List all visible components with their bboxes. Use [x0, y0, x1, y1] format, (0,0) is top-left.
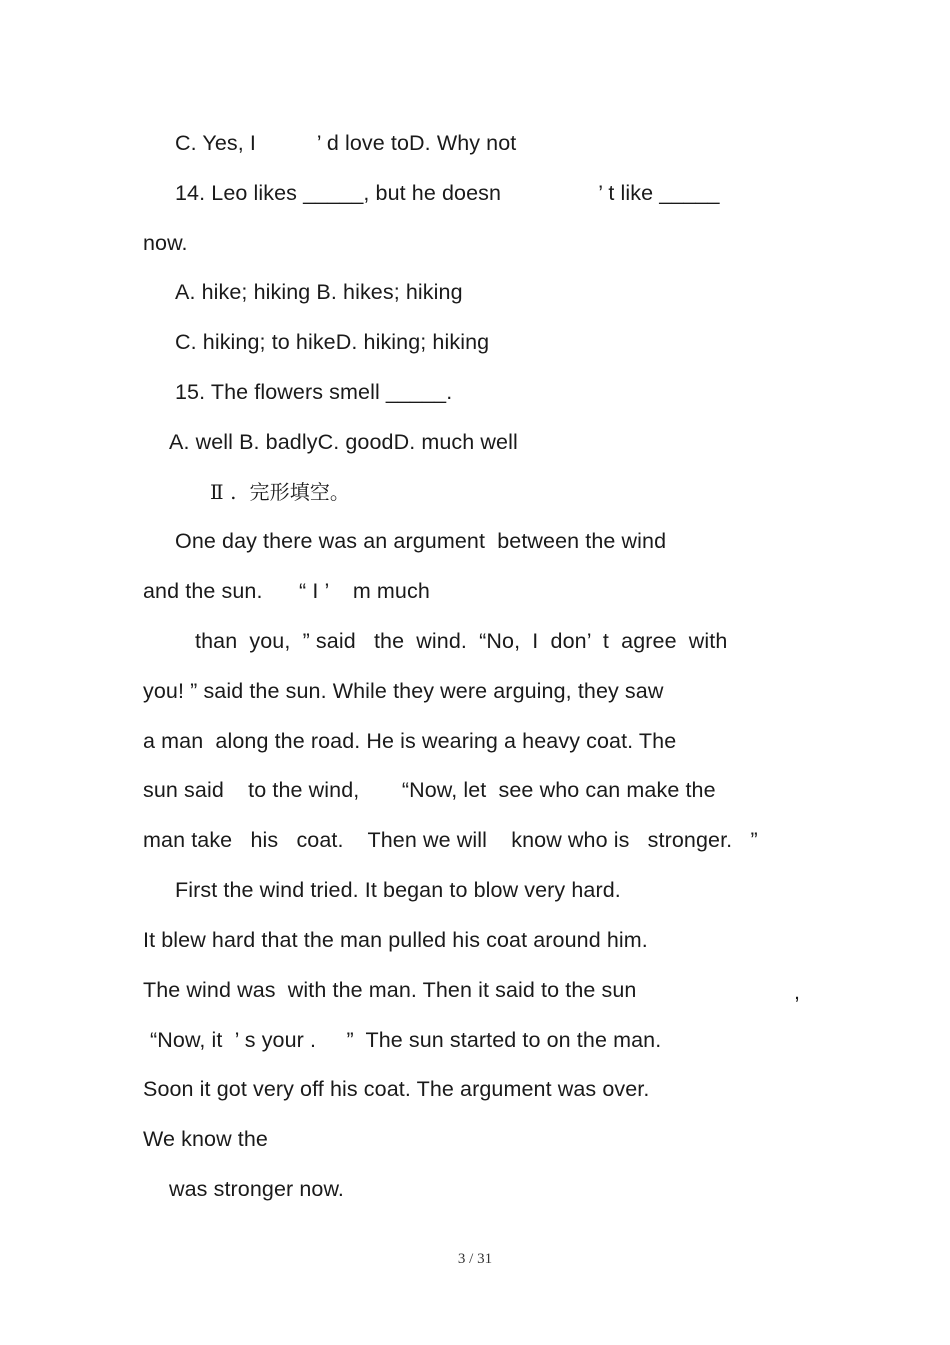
passage-line: It blew hard that the man pulled his coat around him. — [143, 928, 648, 952]
passage-line: We know the — [143, 1127, 268, 1151]
passage-line: a man along the road. He is wearing a heavy coat. The — [143, 729, 677, 753]
question-15: 15. The flowers smell _____. — [175, 380, 453, 404]
option-line-13-cd: C. Yes, I ’ d love toD. Why not — [175, 131, 517, 155]
passage-line: “Now, it ’ s your . ” The sun started to on the man. — [150, 1028, 662, 1052]
passage-line: you! ” said the sun. While they were arguing, they saw — [143, 679, 664, 703]
question-14-continued: now. — [143, 231, 188, 255]
passage-line: man take his coat. Then we will know who is stronger. ” — [143, 828, 758, 852]
passage-line: Soon it got very off his coat. The argument was over. — [143, 1077, 650, 1101]
passage-line: and the sun. “ I ’ m much — [143, 579, 430, 603]
passage-line: One day there was an argument between the wind — [175, 529, 667, 553]
passage-line: than you, ” said the wind. “No, I don’ t agree with — [195, 629, 728, 653]
section-heading-cloze: Ⅱ . 完形填空。 — [210, 480, 351, 504]
passage-line: The wind was with the man. Then it said to the sun — [143, 978, 637, 1002]
option-line-14-cd: C. hiking; to hikeD. hiking; hiking — [175, 330, 490, 354]
passage-line: was stronger now. — [169, 1177, 344, 1201]
passage-line: sun said to the wind, “Now, let see who can make the — [143, 778, 716, 802]
option-line-14-ab: A. hike; hiking B. hikes; hiking — [175, 280, 463, 304]
page-number: 3 / 31 — [457, 1251, 493, 1267]
passage-line: First the wind tried. It began to blow very hard. — [175, 878, 621, 902]
option-line-15: A. well B. badlyC. goodD. much well — [169, 430, 518, 454]
passage-comma: , — [794, 980, 801, 1004]
question-14: 14. Leo likes _____, but he doesn ’ t like _____ — [175, 181, 720, 205]
